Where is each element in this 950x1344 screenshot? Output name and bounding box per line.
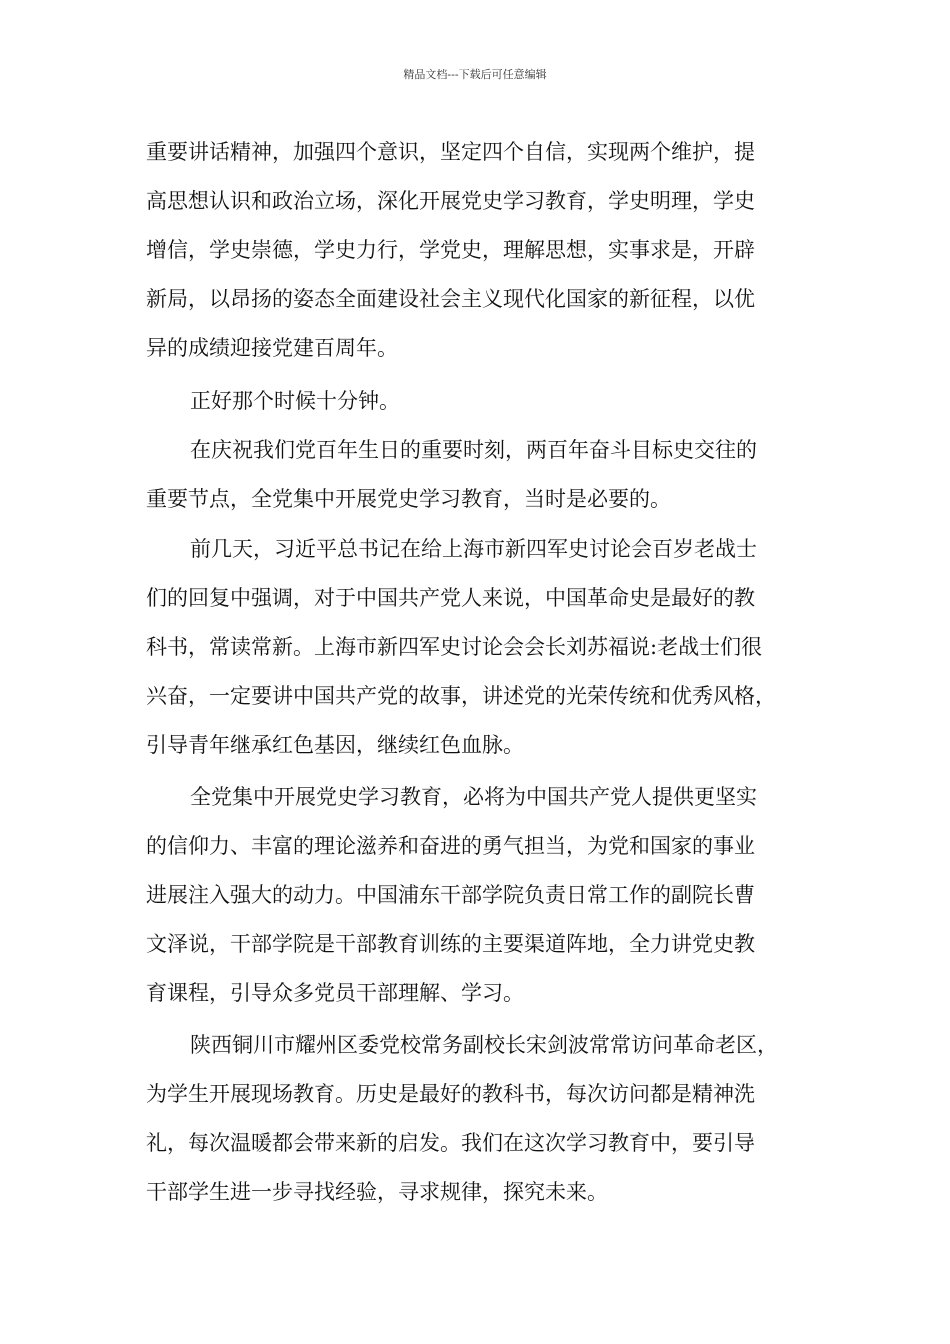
page-header: 精品文档---下载后可任意编辑 bbox=[403, 68, 547, 81]
text-line: 们的回复中强调，对于中国共产党人来说，中国革命史是最好的教 bbox=[146, 586, 755, 610]
text-line: 全党集中开展党史学习教育，必将为中国共产党人提供更坚实 bbox=[190, 785, 757, 809]
text-line: 为学生开展现场教育。历史是最好的教科书，每次访问都是精神洗 bbox=[146, 1082, 755, 1106]
text-line: 的信仰力、丰富的理论滋养和奋进的勇气担当，为党和国家的事业 bbox=[146, 834, 755, 858]
text-line: 礼，每次温暖都会带来新的启发。我们在这次学习教育中，要引导 bbox=[146, 1131, 755, 1155]
text-line: 在庆祝我们党百年生日的重要时刻，两百年奋斗目标史交往的 bbox=[190, 438, 757, 462]
text-line: 增信，学史崇德，学史力行，学党史，理解思想，实事求是，开辟 bbox=[146, 238, 755, 262]
text-line: 前几天，习近平总书记在给上海市新四军史讨论会百岁老战士 bbox=[190, 537, 757, 561]
text-line: 陕西铜川市耀州区委党校常务副校长宋剑波常常访问革命老区， bbox=[190, 1033, 778, 1057]
text-line: 文泽说，干部学院是干部教育训练的主要渠道阵地，全力讲党史教 bbox=[146, 932, 755, 956]
text-line: 新局，以昂扬的姿态全面建设社会主义现代化国家的新征程，以优 bbox=[146, 287, 755, 311]
text-line: 正好那个时候十分钟。 bbox=[190, 389, 400, 413]
text-line: 进展注入强大的动力。中国浦东干部学院负责日常工作的副院长曹 bbox=[146, 883, 755, 907]
text-line: 兴奋，一定要讲中国共产党的故事，讲述党的光荣传统和优秀风格， bbox=[146, 684, 776, 708]
text-line: 异的成绩迎接党建百周年。 bbox=[146, 336, 398, 360]
text-line: 重要节点，全党集中开展党史学习教育，当时是必要的。 bbox=[146, 487, 671, 511]
text-line: 科书，常读常新。上海市新四军史讨论会会长刘苏福说:老战士们很 bbox=[146, 635, 763, 659]
text-line: 高思想认识和政治立场，深化开展党史学习教育，学史明理，学史 bbox=[146, 189, 755, 213]
text-line: 引导青年继承红色基因，继续红色血脉。 bbox=[146, 733, 524, 757]
text-line: 育课程，引导众多党员干部理解、学习。 bbox=[146, 981, 524, 1005]
text-line: 干部学生进一步寻找经验，寻求规律，探究未来。 bbox=[146, 1180, 608, 1204]
text-line: 重要讲话精神，加强四个意识，坚定四个自信，实现两个维护，提 bbox=[146, 140, 755, 164]
